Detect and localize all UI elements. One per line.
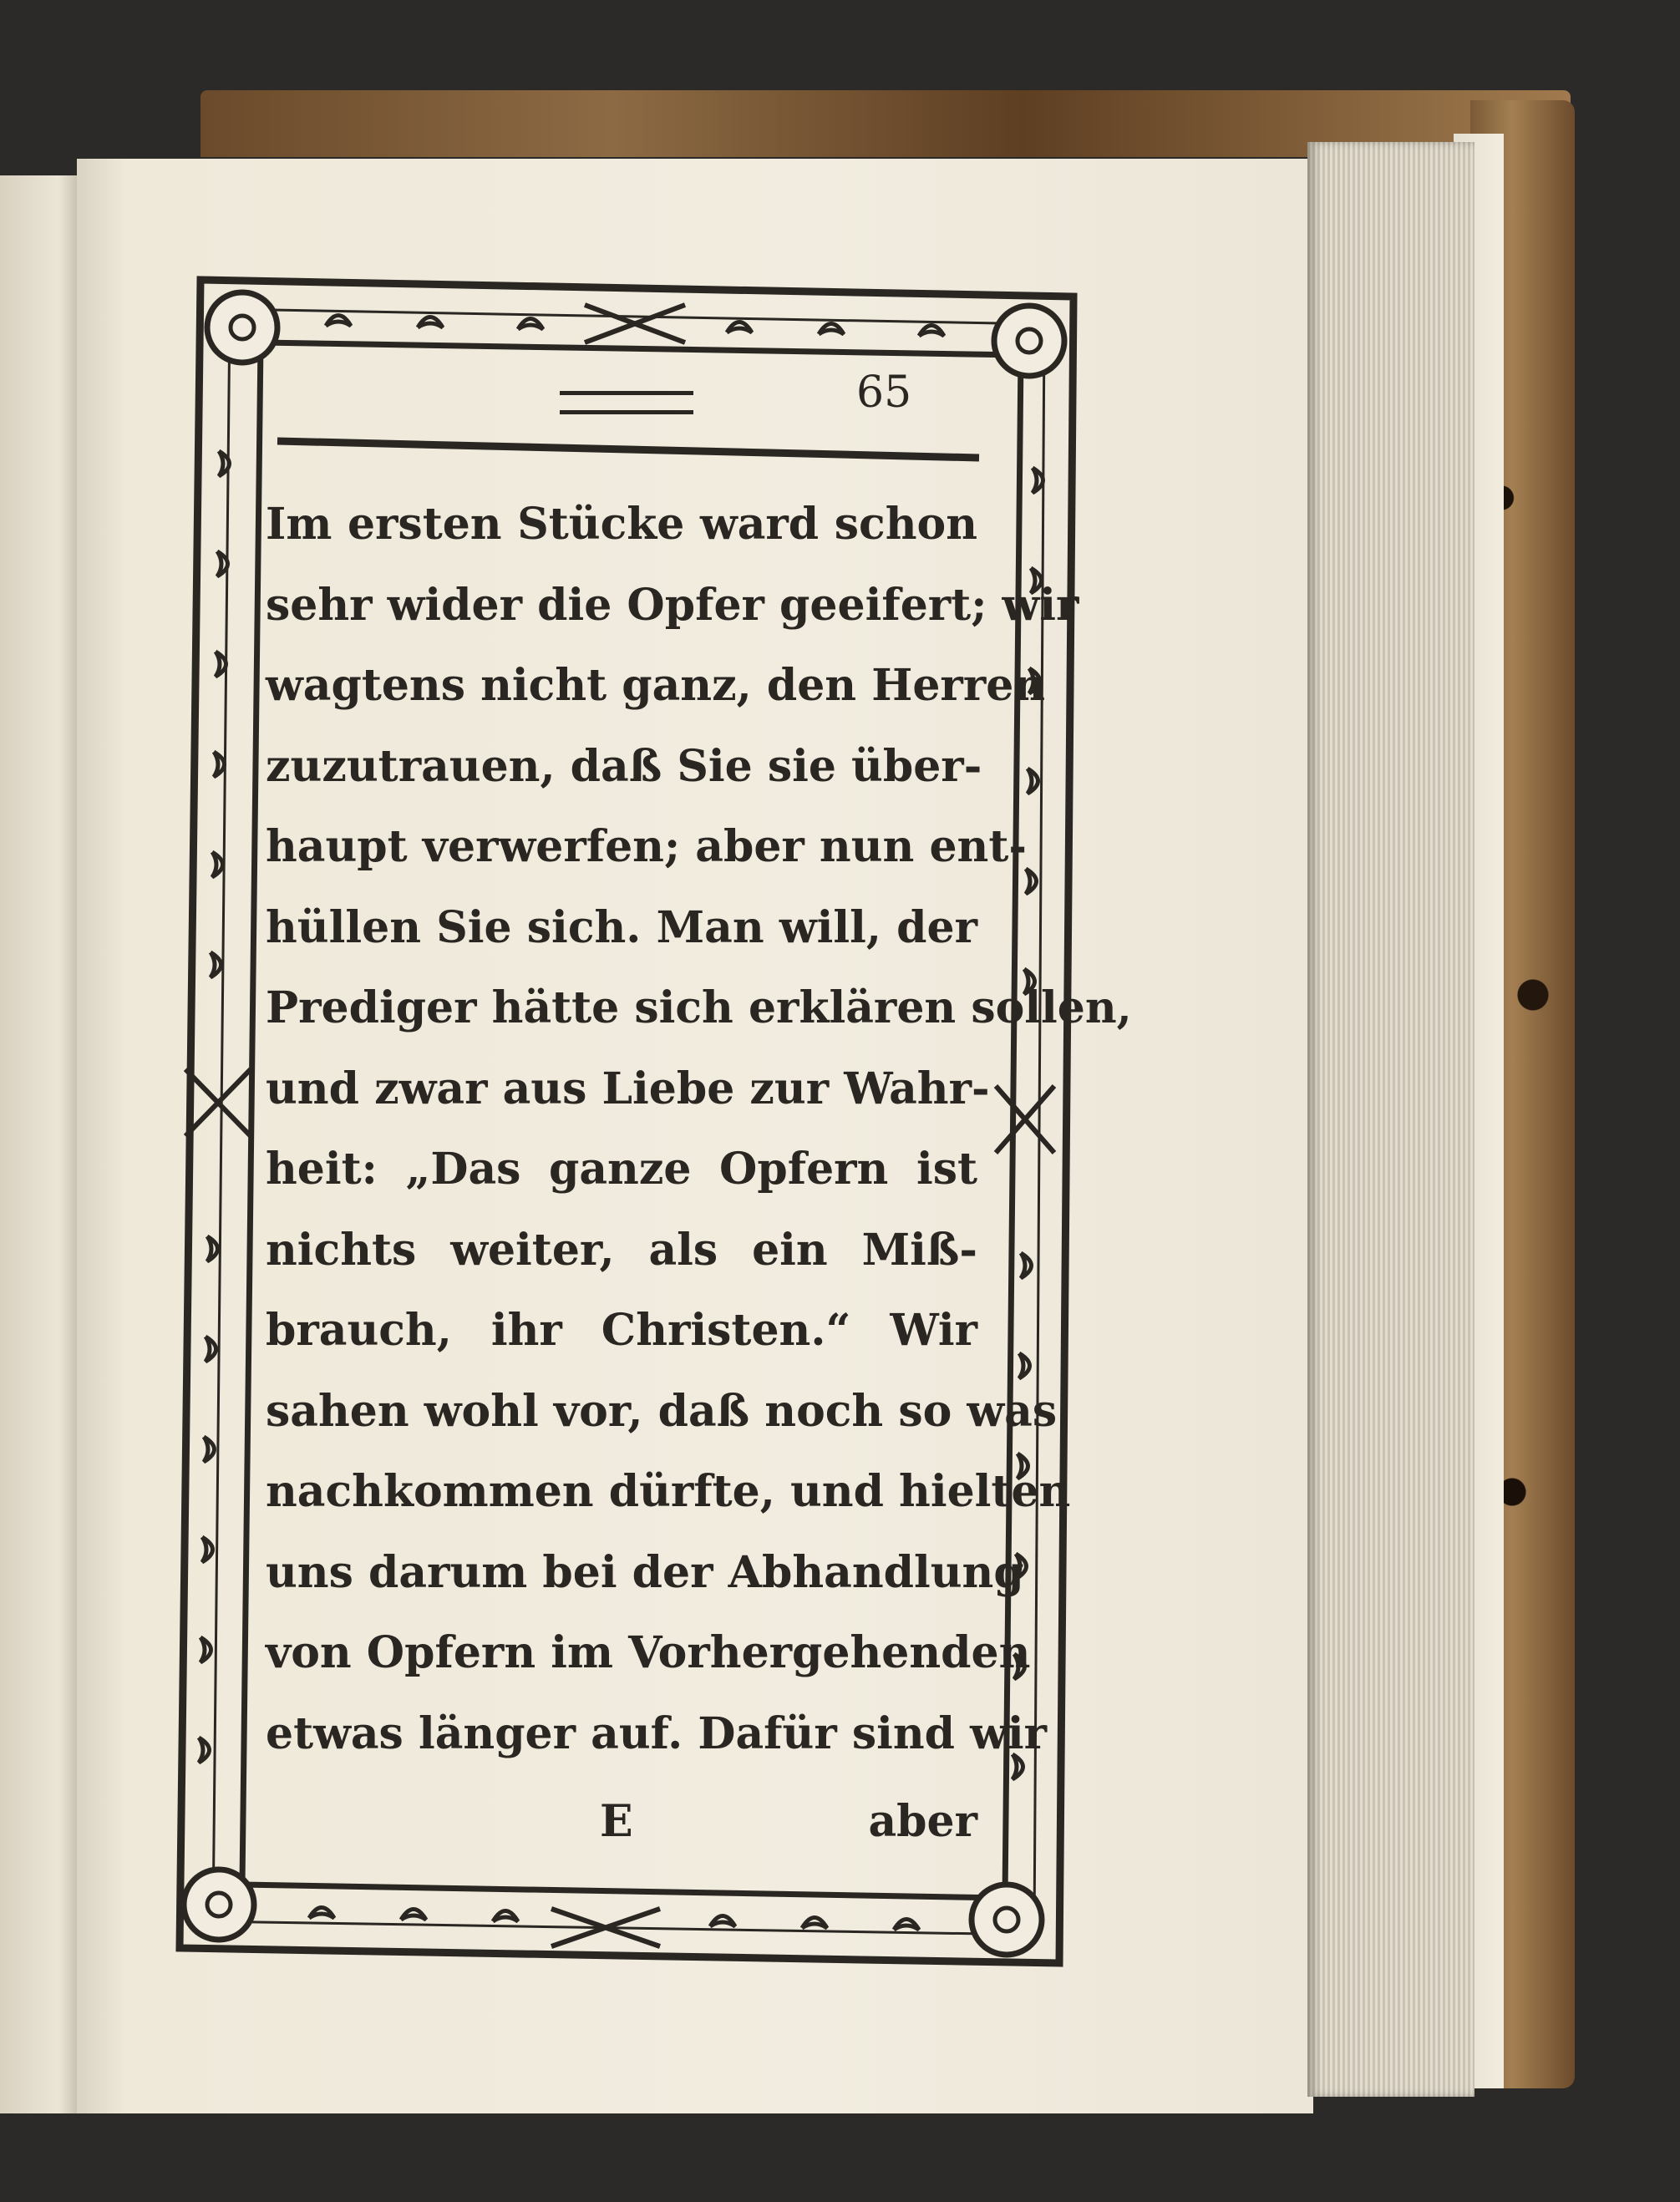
- text-line: nichts weiter, als ein Miß-: [266, 1224, 977, 1276]
- text-line: haupt verwerfen; aber nun ent-: [266, 821, 1027, 872]
- signature-mark: E: [600, 1796, 633, 1847]
- page-number: 65: [856, 368, 912, 418]
- text-line: uns darum bei der Abhandlung: [266, 1546, 1024, 1598]
- text-line: nachkommen dürfte, und hielten: [266, 1466, 1071, 1517]
- text-line: etwas länger auf. Dafür sind wir: [266, 1707, 1048, 1759]
- text-line: brauch, ihr Christen.“ Wir: [266, 1305, 977, 1356]
- text-line: sehr wider die Opfer geeifert; wir: [266, 579, 1079, 631]
- text-line: Im ersten Stücke ward schon: [266, 499, 977, 550]
- body-text: [266, 485, 1132, 1774]
- text-line: wagtens nicht ganz, den Herren: [266, 660, 1046, 711]
- text-line: sahen wohl vor, daß noch so was: [266, 1385, 1058, 1437]
- text-line: hüllen Sie sich. Man will, der: [266, 901, 977, 953]
- text-line: zuzutrauen, daß Sie sie über-: [266, 740, 982, 792]
- text-line: von Opfern im Vorhergehenden: [266, 1627, 1031, 1678]
- catchword: aber: [868, 1796, 977, 1847]
- header-ornament-rule: [560, 391, 693, 414]
- text-line: Prediger hätte sich erklären sollen,: [266, 982, 1132, 1033]
- text-line: heit: „Das ganze Opfern ist: [266, 1144, 977, 1195]
- text-line: und zwar aus Liebe zur Wahr-: [266, 1063, 990, 1114]
